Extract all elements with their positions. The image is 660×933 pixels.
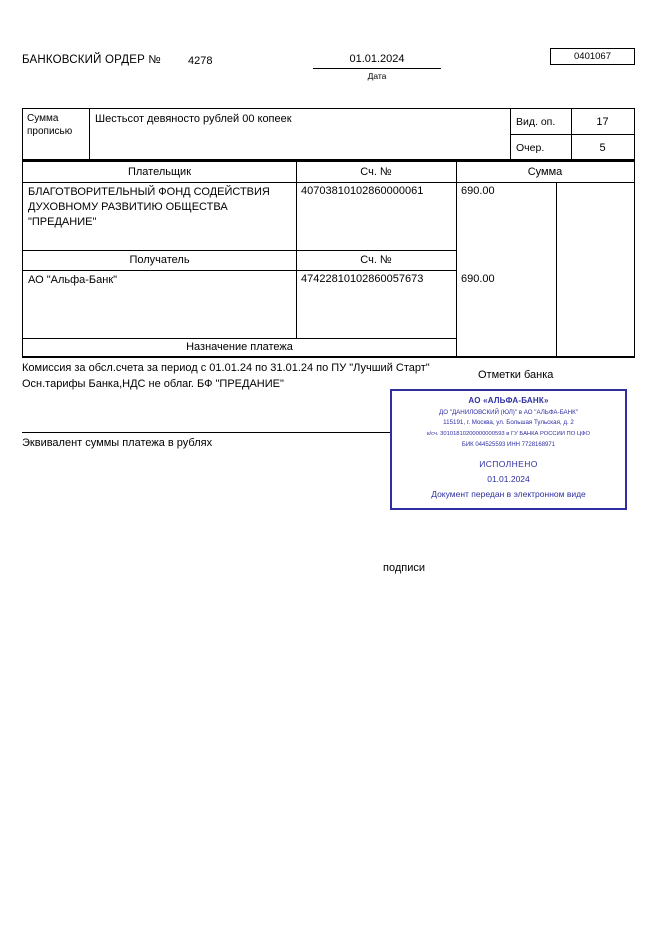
amount-table [22,108,635,160]
equivalent-label: Эквивалент суммы платежа в рублях [22,437,213,449]
stamp-bank-name: АО «АЛЬФА-БАНК» [468,396,549,405]
payer-name: БЛАГОТВОРИТЕЛЬНЫЙ ФОНД СОДЕЙСТВИЯ ДУХОВНОМУ РАЗВИТИЮ ОБЩЕСТВА "ПРЕДАНИЕ" [28,186,270,228]
bank-stamp [390,389,627,510]
amount-words-label: Сумма прописью [27,113,73,137]
stamp-branch: ДО "ДАНИЛОВСКИЙ (ЮЛ)" в АО "АЛЬФА-БАНК" [439,409,578,416]
grid-line [23,270,456,271]
amount-words-value: Шестьсот девяносто рублей 00 копеек [95,113,292,125]
stamp-bik-inn: БИК 044525593 ИНН 7728168971 [461,442,556,448]
op-type-label: Вид. оп. [516,116,556,128]
date-label: Дата [367,71,387,81]
payee-header: Получатель [129,254,190,266]
op-type-value: 17 [596,116,609,128]
payee-account: 47422810102860057673 [301,273,424,285]
stamp-address: 115191, г. Москва, ул. Большая Тульская, д. 2 [443,419,574,426]
order-number: 4278 [188,55,213,67]
grid-line [456,162,457,356]
priority-label: Очер. [516,142,545,154]
form-code-box: 0401067 [550,48,635,65]
stamp-date: 01.01.2024 [487,474,530,484]
purpose-line-1: Комиссия за обсл.счета за период с 01.01.24 по 31.01.24 по ПУ "Лучший Старт" [22,362,430,374]
signatures-label: подписи [383,562,425,574]
stamp-note: Документ передан в электронном виде [431,489,586,499]
payer-account-header: Сч. № [360,166,392,178]
purpose-header: Назначение платежа [186,341,293,353]
sum-header: Сумма [527,166,563,178]
stamp-status: ИСПОЛНЕНО [479,459,538,469]
bank-marks-label: Отметки банка [478,369,554,381]
grid-line [556,182,557,356]
payee-account-header: Сч. № [360,254,392,266]
grid-line [23,182,634,183]
payer-account: 40703810102860000061 [301,185,424,197]
equivalent-rule-line [22,432,390,433]
date-value: 01.01.2024 [313,53,441,69]
payee-sum: 690.00 [461,273,495,285]
payee-name: АО "Альфа-Банк" [28,274,118,286]
payer-header: Плательщик [127,166,192,178]
date-block [313,53,441,81]
document-title: БАНКОВСКИЙ ОРДЕР № [22,54,161,66]
priority-value: 5 [599,142,606,154]
purpose-line-2: Осн.тарифы Банка,НДС не облаг. БФ "ПРЕДАНИЕ" [22,377,284,390]
parties-table [22,160,635,358]
stamp-corr-account: к/сч. 30101810200000000593 в ГУ БАНКА РОССИИ ПО ЦФО [426,431,591,437]
payer-sum: 690.00 [461,185,495,197]
